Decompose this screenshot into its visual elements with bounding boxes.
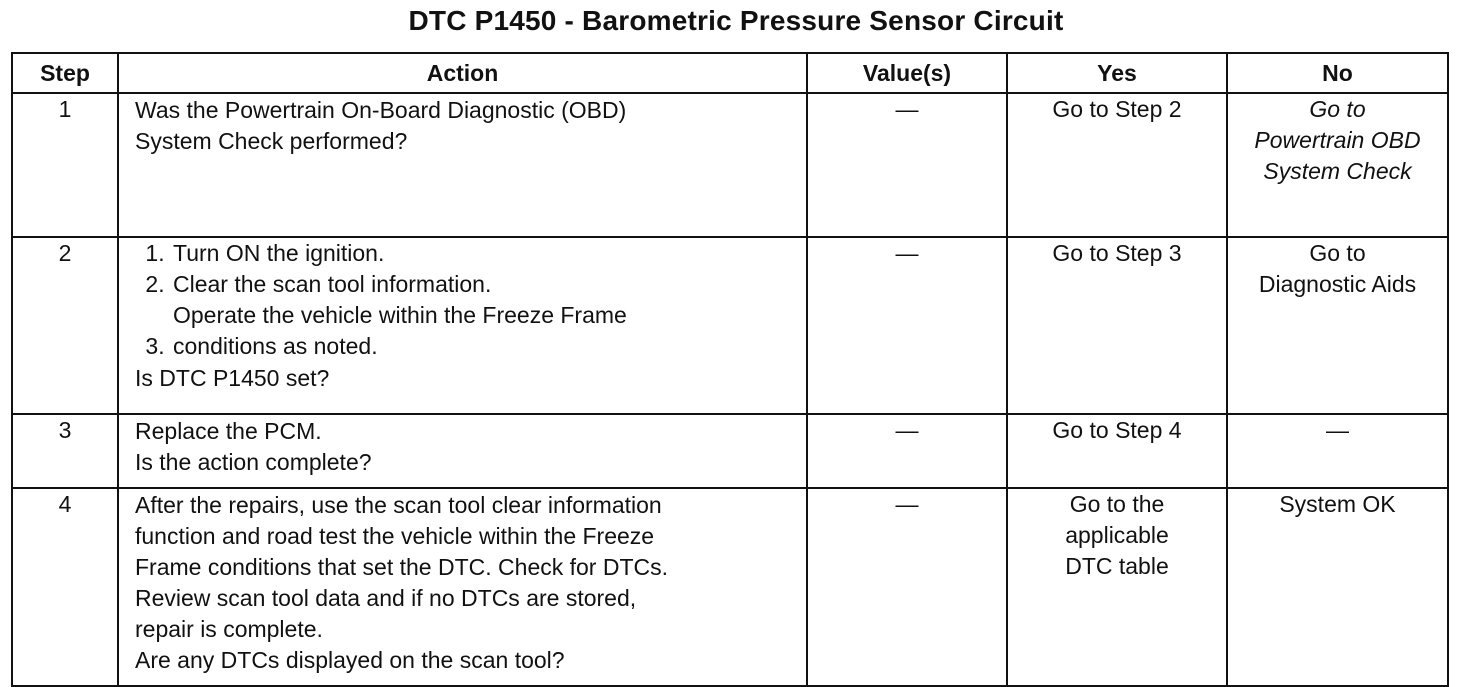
diagnostic-table xyxy=(11,52,1449,687)
action-step-item xyxy=(171,300,806,362)
no-line: Go to xyxy=(1309,96,1366,122)
action-line: Is the action complete? xyxy=(135,449,372,475)
no-line: System Check xyxy=(1263,158,1412,184)
no-line: Go to xyxy=(1309,240,1366,266)
action-steps-list xyxy=(119,238,806,362)
column-header-action: Action xyxy=(118,53,807,93)
yes-link: Go to Step 3 xyxy=(1052,240,1182,266)
step-number-cell: 3 xyxy=(12,414,118,488)
yes-cell xyxy=(1007,414,1227,488)
no-cell xyxy=(1227,237,1448,414)
no-cell xyxy=(1227,414,1448,488)
yes-line: Go to the xyxy=(1069,491,1165,517)
table-header-row xyxy=(12,53,1448,93)
yes-link: Go to Step 2 xyxy=(1052,96,1182,122)
action-line: Was the Powertrain On-Board Diagnostic (OBD) xyxy=(135,97,627,123)
table-row xyxy=(12,237,1448,414)
yes-line: applicable xyxy=(1065,522,1169,548)
action-cell xyxy=(118,93,807,237)
value-dash: — xyxy=(895,96,919,122)
action-line: Review scan tool data and if no DTCs are stored, xyxy=(135,585,637,611)
document-title: DTC P1450 - Barometric Pressure Sensor Circuit xyxy=(408,5,1064,36)
no-result: System OK xyxy=(1279,491,1396,517)
column-header-value: Value(s) xyxy=(807,53,1007,93)
value-cell xyxy=(807,93,1007,237)
value-dash: — xyxy=(895,240,919,266)
yes-cell xyxy=(1007,488,1227,686)
no-cell xyxy=(1227,93,1448,237)
no-cell xyxy=(1227,488,1448,686)
column-header-no: No xyxy=(1227,53,1448,93)
action-line: System Check performed? xyxy=(135,128,408,154)
action-question: Is DTC P1450 set? xyxy=(135,365,330,391)
step-number-cell: 2 xyxy=(12,237,118,414)
step-number-cell: 1 xyxy=(12,93,118,237)
no-line: Powertrain OBD xyxy=(1254,127,1421,153)
action-line: Are any DTCs displayed on the scan tool? xyxy=(135,647,565,673)
action-step-item: 1. Turn ON the ignition. xyxy=(171,238,806,269)
action-line: Frame conditions that set the DTC. Check for DTCs. xyxy=(135,554,669,580)
value-cell xyxy=(807,414,1007,488)
action-line: repair is complete. xyxy=(135,616,323,642)
table-row xyxy=(12,488,1448,686)
value-dash: — xyxy=(895,491,919,517)
column-header-yes: Yes xyxy=(1007,53,1227,93)
step-number-cell: 4 xyxy=(12,488,118,686)
table-row xyxy=(12,93,1448,237)
action-step-text: Operate the vehicle within the Freeze Frame conditions as noted. xyxy=(173,302,627,359)
table-row xyxy=(12,414,1448,488)
value-dash: — xyxy=(895,417,919,443)
yes-link: Go to Step 4 xyxy=(1052,417,1182,443)
value-cell xyxy=(807,237,1007,414)
action-cell xyxy=(118,237,807,414)
yes-cell xyxy=(1007,237,1227,414)
value-cell xyxy=(807,488,1007,686)
action-cell xyxy=(118,414,807,488)
no-line: Diagnostic Aids xyxy=(1258,271,1417,297)
action-line: After the repairs, use the scan tool clear information xyxy=(135,492,662,518)
action-step-item: 2. Clear the scan tool information. xyxy=(171,269,806,300)
yes-line: DTC table xyxy=(1065,553,1169,579)
action-cell xyxy=(118,488,807,686)
action-line: Replace the PCM. xyxy=(135,418,322,444)
no-dash: — xyxy=(1326,417,1349,443)
action-line: function and road test the vehicle within the Freeze xyxy=(135,523,655,549)
yes-cell xyxy=(1007,93,1227,237)
column-header-step: Step xyxy=(12,53,118,93)
